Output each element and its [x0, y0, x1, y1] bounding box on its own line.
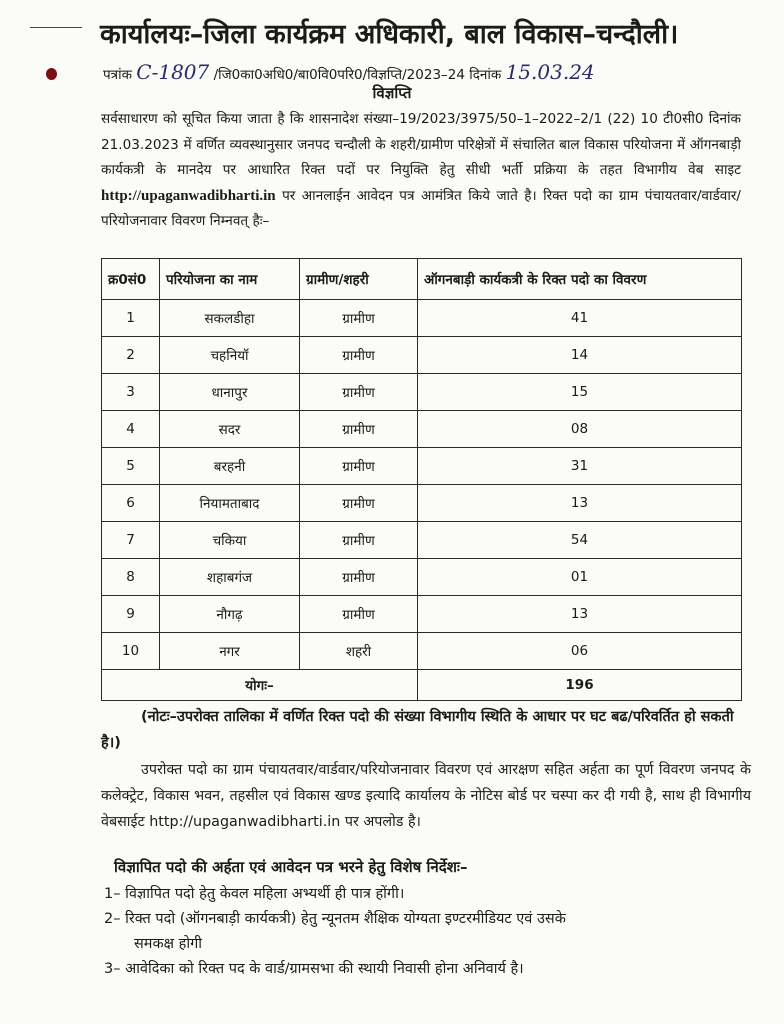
- cell-vacancies: 01: [418, 559, 742, 596]
- cell-project: नियामताबाद: [160, 485, 300, 522]
- list-item: [104, 882, 744, 907]
- ref-date-handwritten: 15.03.24: [505, 60, 595, 84]
- cell-project: बरहनी: [160, 448, 300, 485]
- ref-middle: /जि0का0अधि0/बा0वि0परि0/विज्ञप्ति/2023–24 दिनांक: [213, 67, 502, 83]
- cell-vacancies: 14: [418, 337, 742, 374]
- table-row: [102, 559, 742, 596]
- total-value: 196: [418, 670, 742, 701]
- col-header-area: ग्रामीण/शहरी: [300, 259, 418, 300]
- cell-serial: 6: [102, 485, 160, 522]
- cell-area: ग्रामीण: [300, 485, 418, 522]
- cell-serial: 3: [102, 374, 160, 411]
- ref-prefix: पत्रांक: [103, 67, 132, 83]
- cell-area: ग्रामीण: [300, 448, 418, 485]
- ref-number-handwritten: C-1807: [136, 60, 210, 84]
- cell-vacancies: 41: [418, 300, 742, 337]
- cell-area: ग्रामीण: [300, 337, 418, 374]
- list-item-text: 2– रिक्त पदो (ऑगनबाड़ी कार्यकत्री) हेतु न्यूनतम शैक्षिक योग्यता इण्टरमीडियट एवं उसके: [104, 911, 566, 927]
- table-row: [102, 596, 742, 633]
- cell-serial: 7: [102, 522, 160, 559]
- cell-serial: 4: [102, 411, 160, 448]
- cell-project: सकलडीहा: [160, 300, 300, 337]
- cell-serial: 9: [102, 596, 160, 633]
- details-paragraph: उपरोक्त पदो का ग्राम पंचायतवार/वार्डवार/परियोजनावार विवरण एवं आरक्षण सहित अर्हता का पूर्ण विवरण जनपद के कलेक्ट्रेट, विकास भवन, तहसील एवं विकास खण्ड इत्यादि कार्यालय के नोटिस बोर्ड पर चस्पा कर दी गयी है, साथ ही विभागीय वेबसाईट http://upaganwadibharti.in पर अपलोड है।: [101, 762, 751, 830]
- cell-project: धानापुर: [160, 374, 300, 411]
- list-item-text: 3– आवेदिका को रिक्त पद के वार्ड/ग्रामसभा की स्थायी निवासी होना अनिवार्य है।: [104, 961, 524, 977]
- cell-project: सदर: [160, 411, 300, 448]
- instructions-heading: विज्ञापित पदो की अर्हता एवं आवेदन पत्र भरने हेतु विशेष निर्देशः–: [114, 858, 468, 876]
- red-dot-mark: [46, 68, 57, 80]
- table-row: [102, 337, 742, 374]
- vacancy-table: [101, 258, 742, 701]
- cell-area: ग्रामीण: [300, 374, 418, 411]
- cell-serial: 10: [102, 633, 160, 670]
- col-header-project: परियोजना का नाम: [160, 259, 300, 300]
- table-row: [102, 633, 742, 670]
- table-row: [102, 522, 742, 559]
- top-pen-line: [30, 27, 82, 28]
- cell-vacancies: 54: [418, 522, 742, 559]
- cell-vacancies: 15: [418, 374, 742, 411]
- cell-serial: 5: [102, 448, 160, 485]
- cell-area: ग्रामीण: [300, 411, 418, 448]
- cell-vacancies: 08: [418, 411, 742, 448]
- intro-paragraph: [101, 107, 741, 235]
- table-note: (नोटः–उपरोक्त तालिका में वर्णित रिक्त पदो की संख्या विभागीय स्थिति के आधार पर घट बढ/परिवर्तित हो सकती है।): [101, 709, 734, 751]
- intro-text-after: पर आनलाईन आवेदन पत्र आमंत्रित किये जाते है। रिक्त पदो का ग्राम पंचायतवार/वार्डवार/परियोजनावार विवरण निम्नवत् हैः–: [101, 187, 741, 229]
- table-row: [102, 411, 742, 448]
- table-row: [102, 300, 742, 337]
- instructions-list: [104, 882, 744, 982]
- cell-project: चकिया: [160, 522, 300, 559]
- cell-vacancies: 31: [418, 448, 742, 485]
- cell-area: ग्रामीण: [300, 596, 418, 633]
- list-item-continuation: समकक्ष होगी: [134, 936, 202, 952]
- cell-project: नगर: [160, 633, 300, 670]
- list-item-text: 1– विज्ञापित पदो हेतु केवल महिला अभ्यर्थी ही पात्र होंगी।: [104, 886, 405, 902]
- list-item: [104, 907, 744, 957]
- table-header-row: [102, 259, 742, 300]
- table-row: [102, 448, 742, 485]
- cell-vacancies: 13: [418, 485, 742, 522]
- col-header-vacancies: ऑगनबाड़ी कार्यकत्री के रिक्त पदो का विवरण: [418, 259, 742, 300]
- cell-project: शहाबगंज: [160, 559, 300, 596]
- total-label: योगः–: [102, 670, 418, 701]
- cell-serial: 1: [102, 300, 160, 337]
- cell-area: ग्रामीण: [300, 559, 418, 596]
- cell-project: नौगढ़: [160, 596, 300, 633]
- cell-project: चहनियॉ: [160, 337, 300, 374]
- table-row: [102, 374, 742, 411]
- cell-area: ग्रामीण: [300, 300, 418, 337]
- table-total-row: [102, 670, 742, 701]
- cell-serial: 8: [102, 559, 160, 596]
- col-header-serial: क्र0सं0: [102, 259, 160, 300]
- cell-vacancies: 13: [418, 596, 742, 633]
- website-link[interactable]: http://upaganwadibharti.in: [101, 187, 276, 204]
- cell-vacancies: 06: [418, 633, 742, 670]
- cell-area: शहरी: [300, 633, 418, 670]
- cell-serial: 2: [102, 337, 160, 374]
- cell-area: ग्रामीण: [300, 522, 418, 559]
- list-item: [104, 957, 744, 982]
- table-row: [102, 485, 742, 522]
- office-title: कार्यालयः–जिला कार्यक्रम अधिकारी, बाल विकास–चन्दौली।: [100, 19, 679, 50]
- reference-line: [103, 60, 743, 84]
- notice-subject: विज्ञप्ति: [372, 84, 412, 102]
- intro-text: सर्वसाधारण को सूचित किया जाता है कि शासनादेश संख्या–19/2023/3975/50–1–2022–2/1 (22) 10 टी0सी0 दिनांक 21.03.2023 में वर्णित व्यवस्थानुसार जनपद चन्दौली के शहरी/ग्रामीण परिक्षेत्रों में संचालित बाल विकास परियोजना में ऑगनबाड़ी कार्यकत्री के मानदेय पर आधारित रिक्त पदों पर नियुक्ति हेतु सीधी भर्ती प्रक्रिया के तहत विभागीय वेब साइट: [101, 111, 741, 178]
